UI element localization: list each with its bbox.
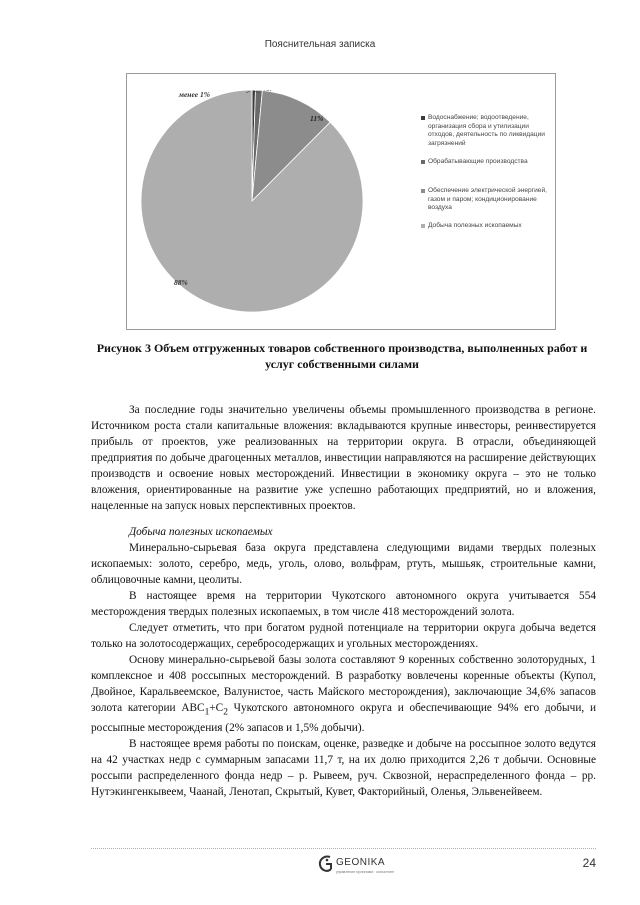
legend-swatch-1 <box>421 160 425 164</box>
geonika-logo <box>318 852 398 882</box>
page-header: Пояснительная записка <box>264 39 376 50</box>
legend-label-2: Обеспечение электрической энергией, газом и паром; кондиционирование воздуха <box>428 186 547 212</box>
chart-legend <box>421 114 553 239</box>
paragraph-investments: За последние годы значительно увеличены объемы промышленного производства в регионе. Источником роста стали капитальные вложения: вкладываются крупные инвесторы, реинвестируется прибыль от проектов, уже реализованных на территории округа. В отрасли, объединяющей предприятия по добыче драгоценных металлов, инвестиции направляются на расширение действующих производств и освоение новых месторождений. Инвестиции в экономику округа – это не только вложения, ориентированные на развитие уже успешно работающих предприятий, но и вложения, нацеленные на запуск новых перспективных проектов. <box>91 404 596 512</box>
legend-swatch-0 <box>421 116 425 120</box>
legend-swatch-2 <box>421 189 425 193</box>
legend-item-1 <box>421 158 553 167</box>
figure-caption: Рисунок 3 Объем отгруженных товаров собственного производства, выполненных работ и услуг собственными силами <box>96 341 588 371</box>
body-text <box>91 402 596 800</box>
legend-label-3: Добыча полезных ископаемых <box>428 221 522 229</box>
pie-label-3: 88% <box>174 278 188 287</box>
legend-item-2 <box>421 187 553 213</box>
legend-swatch-3 <box>421 224 425 228</box>
footer-divider <box>91 848 596 849</box>
legend-item-0 <box>421 114 553 148</box>
geonika-logo-icon <box>318 854 334 874</box>
legend-label-0: Водоснабжение; водоотведение, организация сбора и утилизации отходов, деятельность по ликвидации загрязнений <box>428 114 545 147</box>
page-number: 24 <box>582 856 596 870</box>
section-heading-mining: Добыча полезных ископаемых <box>129 526 273 538</box>
paragraph-mining-types: Следует отметить, что при богатом рудной потенциале на территории округа добыча ведется только на золотосодержащих, серебросодержащих и угольных месторождениях. <box>91 622 596 650</box>
paragraph-deposits-count: В настоящее время на территории Чукотского автономного округа учитывается 554 месторождения твердых полезных ископаемых, в том числе 418 месторождений золота. <box>91 590 596 618</box>
pie-label-0: менее 1% <box>178 90 210 99</box>
legend-item-3 <box>421 222 553 231</box>
pie-chart-frame <box>126 73 556 330</box>
paragraph-gold-base: Основу минерально-сырьевой базы золота составляют 9 коренных собственно золоторудных, 1 комплексное и 408 россыпных месторождений. В разработку вовлечены коренные объекты (Купол, Двойное, Каральвеемское, Валунистое, часть Майского месторождения), заключающие 34,6% запасов золота категории $АВС_1+С_2$ Чукотского автономного округа и обеспечивающие 94% его добычи, и россыпные месторождения (2% запасов и 1,5% добычи). <box>91 654 596 735</box>
pie-label-2: 11% <box>310 114 324 123</box>
logo-name: GEONIKA <box>336 857 386 868</box>
paragraph-placer-gold: В настоящее время работы по поискам, оценке, разведке и добыче на россыпное золото ведутся на 42 участках недр с суммарным запасами 11,7 т, на их долю приходится 2,26 т добычи. Основные россыпи распределенного фонда недр – р. Рывеем, руч. Сквозной, нераспределенного фонда – рр. Нутэкингенкывеем, Чаанай, Ленотап, Скрытый, Кувет, Факторийный, Оленья, Эльвенейвеем. <box>91 738 596 799</box>
paragraph-mineral-base: Минерально-сырьевая база округа представлена следующими видами твердых полезных ископаемых: золото, серебро, медь, уголь, олово, вольфрам, ртуть, мышьяк, строительные камни, облицовочные камни, цеолиты. <box>91 542 596 586</box>
logo-tagline: управление проектами · консалтинг <box>336 870 395 874</box>
legend-label-1: Обрабатывающие производства <box>428 158 528 166</box>
